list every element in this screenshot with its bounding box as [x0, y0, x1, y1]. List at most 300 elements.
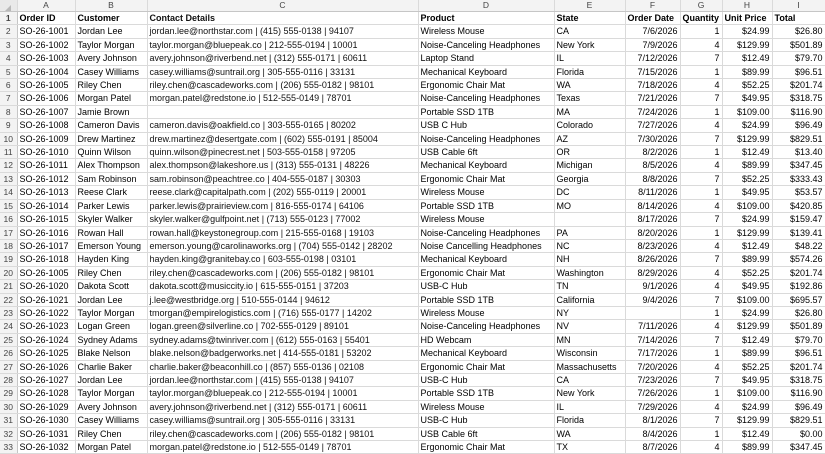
data-cell[interactable]: SO-26-1016: [17, 226, 75, 239]
data-cell[interactable]: 7/26/2026: [625, 387, 680, 400]
data-cell[interactable]: SO-26-1024: [17, 333, 75, 346]
data-cell[interactable]: $109.00: [722, 105, 772, 118]
data-cell[interactable]: SO-26-1017: [17, 239, 75, 252]
row-number[interactable]: 4: [0, 52, 17, 65]
header-cell[interactable]: Total: [772, 12, 825, 25]
data-cell[interactable]: CA: [554, 25, 625, 38]
row-number[interactable]: 5: [0, 65, 17, 78]
data-cell[interactable]: 8/7/2026: [625, 441, 680, 454]
data-cell[interactable]: $829.51: [772, 132, 825, 145]
data-cell[interactable]: TX: [554, 441, 625, 454]
data-cell[interactable]: 1: [680, 427, 722, 440]
data-cell[interactable]: Portable SSD 1TB: [418, 105, 554, 118]
data-cell[interactable]: 7: [680, 293, 722, 306]
data-cell[interactable]: USB-C Hub: [418, 280, 554, 293]
data-cell[interactable]: Reese Clark: [75, 186, 147, 199]
data-cell[interactable]: SO-26-1020: [17, 280, 75, 293]
header-cell[interactable]: Contact Details: [147, 12, 418, 25]
row-number[interactable]: 13: [0, 172, 17, 185]
data-cell[interactable]: Florida: [554, 414, 625, 427]
row-number[interactable]: 31: [0, 414, 17, 427]
data-cell[interactable]: Sydney Adams: [75, 333, 147, 346]
data-cell[interactable]: Sam Robinson: [75, 172, 147, 185]
row-number[interactable]: 16: [0, 213, 17, 226]
data-cell[interactable]: USB Cable 6ft: [418, 146, 554, 159]
data-cell[interactable]: dakota.scott@musiccity.io | 615-555-0151 | 37203: [147, 280, 418, 293]
data-cell[interactable]: skyler.walker@gulfpoint.net | (713) 555-0123 | 77002: [147, 213, 418, 226]
data-cell[interactable]: AZ: [554, 132, 625, 145]
data-cell[interactable]: reese.clark@capitalpath.com | (202) 555-0119 | 20001: [147, 186, 418, 199]
data-cell[interactable]: quinn.wilson@pinecrest.net | 503-555-0158 | 97205: [147, 146, 418, 159]
data-cell[interactable]: $13.40: [772, 146, 825, 159]
data-cell[interactable]: Noise-Canceling Headphones: [418, 38, 554, 51]
data-cell[interactable]: 7/14/2026: [625, 333, 680, 346]
data-cell[interactable]: $96.49: [772, 400, 825, 413]
data-cell[interactable]: $49.95: [722, 92, 772, 105]
data-cell[interactable]: Ergonomic Chair Mat: [418, 266, 554, 279]
data-cell[interactable]: Noise-Canceling Headphones: [418, 132, 554, 145]
row-number[interactable]: 28: [0, 373, 17, 386]
data-cell[interactable]: 4: [680, 38, 722, 51]
data-cell[interactable]: Noise-Canceling Headphones: [418, 226, 554, 239]
data-cell[interactable]: $574.26: [772, 253, 825, 266]
column-header-b[interactable]: B: [75, 0, 147, 12]
data-cell[interactable]: MO: [554, 199, 625, 212]
data-cell[interactable]: $347.45: [772, 441, 825, 454]
data-cell[interactable]: Drew Martinez: [75, 132, 147, 145]
row-number[interactable]: 9: [0, 119, 17, 132]
data-cell[interactable]: Dakota Scott: [75, 280, 147, 293]
data-cell[interactable]: TN: [554, 280, 625, 293]
data-cell[interactable]: 1: [680, 306, 722, 319]
data-cell[interactable]: cameron.davis@oakfield.co | 303-555-0165 | 80202: [147, 119, 418, 132]
data-cell[interactable]: $89.99: [722, 65, 772, 78]
data-cell[interactable]: WA: [554, 427, 625, 440]
data-cell[interactable]: $318.75: [772, 92, 825, 105]
data-cell[interactable]: $52.25: [722, 79, 772, 92]
data-cell[interactable]: $49.95: [722, 280, 772, 293]
data-cell[interactable]: 1: [680, 387, 722, 400]
row-number[interactable]: 14: [0, 186, 17, 199]
data-cell[interactable]: NV: [554, 320, 625, 333]
data-cell[interactable]: Jamie Brown: [75, 105, 147, 118]
data-cell[interactable]: MN: [554, 333, 625, 346]
data-cell[interactable]: Emerson Young: [75, 239, 147, 252]
data-cell[interactable]: $24.99: [722, 306, 772, 319]
row-number[interactable]: 26: [0, 347, 17, 360]
data-cell[interactable]: 8/26/2026: [625, 253, 680, 266]
row-number[interactable]: 25: [0, 333, 17, 346]
data-cell[interactable]: Quinn Wilson: [75, 146, 147, 159]
data-cell[interactable]: 1: [680, 226, 722, 239]
data-cell[interactable]: 7: [680, 373, 722, 386]
row-number[interactable]: 7: [0, 92, 17, 105]
data-cell[interactable]: NY: [554, 306, 625, 319]
data-cell[interactable]: Riley Chen: [75, 266, 147, 279]
row-number[interactable]: 1: [0, 12, 17, 25]
data-cell[interactable]: Wireless Mouse: [418, 25, 554, 38]
data-cell[interactable]: charlie.baker@beaconhill.co | (857) 555-0136 | 02108: [147, 360, 418, 373]
data-cell[interactable]: 7/12/2026: [625, 52, 680, 65]
row-number[interactable]: 12: [0, 159, 17, 172]
data-cell[interactable]: Parker Lewis: [75, 199, 147, 212]
data-cell[interactable]: SO-26-1018: [17, 253, 75, 266]
data-cell[interactable]: jordan.lee@northstar.com | (415) 555-0138 | 94107: [147, 25, 418, 38]
data-cell[interactable]: morgan.patel@redstone.io | 512-555-0149 | 78701: [147, 441, 418, 454]
data-cell[interactable]: USB Cable 6ft: [418, 427, 554, 440]
data-cell[interactable]: SO-26-1005: [17, 79, 75, 92]
row-number[interactable]: 18: [0, 239, 17, 252]
data-cell[interactable]: $159.47: [772, 213, 825, 226]
data-cell[interactable]: 4: [680, 441, 722, 454]
data-cell[interactable]: $89.99: [722, 253, 772, 266]
data-cell[interactable]: DC: [554, 186, 625, 199]
data-cell[interactable]: Mechanical Keyboard: [418, 159, 554, 172]
data-cell[interactable]: Rowan Hall: [75, 226, 147, 239]
data-cell[interactable]: $24.99: [722, 213, 772, 226]
data-cell[interactable]: Mechanical Keyboard: [418, 65, 554, 78]
row-number[interactable]: 19: [0, 253, 17, 266]
header-cell[interactable]: Order ID: [17, 12, 75, 25]
data-cell[interactable]: SO-26-1012: [17, 172, 75, 185]
data-cell[interactable]: 7: [680, 52, 722, 65]
data-cell[interactable]: 4: [680, 199, 722, 212]
data-cell[interactable]: Skyler Walker: [75, 213, 147, 226]
data-cell[interactable]: Alex Thompson: [75, 159, 147, 172]
data-cell[interactable]: rowan.hall@keystonegroup.com | 215-555-0168 | 19103: [147, 226, 418, 239]
data-cell[interactable]: 7/20/2026: [625, 360, 680, 373]
data-cell[interactable]: $829.51: [772, 414, 825, 427]
data-cell[interactable]: Florida: [554, 65, 625, 78]
data-cell[interactable]: Massachusetts: [554, 360, 625, 373]
row-number[interactable]: 17: [0, 226, 17, 239]
data-cell[interactable]: Avery Johnson: [75, 400, 147, 413]
data-cell[interactable]: Logan Green: [75, 320, 147, 333]
data-cell[interactable]: $96.49: [772, 119, 825, 132]
data-cell[interactable]: Ergonomic Chair Mat: [418, 441, 554, 454]
data-cell[interactable]: NC: [554, 239, 625, 252]
data-cell[interactable]: Riley Chen: [75, 427, 147, 440]
data-cell[interactable]: USB C Hub: [418, 119, 554, 132]
data-cell[interactable]: 8/1/2026: [625, 414, 680, 427]
data-cell[interactable]: $129.99: [722, 226, 772, 239]
data-cell[interactable]: casey.williams@suntrail.org | 305-555-0116 | 33131: [147, 414, 418, 427]
data-cell[interactable]: Hayden King: [75, 253, 147, 266]
row-number[interactable]: 20: [0, 266, 17, 279]
data-cell[interactable]: $109.00: [722, 199, 772, 212]
data-cell[interactable]: Portable SSD 1TB: [418, 293, 554, 306]
row-number[interactable]: 32: [0, 427, 17, 440]
column-header-h[interactable]: H: [722, 0, 772, 12]
data-cell[interactable]: Michigan: [554, 159, 625, 172]
data-cell[interactable]: PA: [554, 226, 625, 239]
data-cell[interactable]: 1: [680, 146, 722, 159]
data-cell[interactable]: riley.chen@cascadeworks.com | (206) 555-0182 | 98101: [147, 266, 418, 279]
data-cell[interactable]: $695.57: [772, 293, 825, 306]
data-cell[interactable]: $347.45: [772, 159, 825, 172]
data-cell[interactable]: $26.80: [772, 306, 825, 319]
column-header-g[interactable]: G: [680, 0, 722, 12]
data-cell[interactable]: Mechanical Keyboard: [418, 347, 554, 360]
data-cell[interactable]: $12.49: [722, 52, 772, 65]
data-cell[interactable]: SO-26-1011: [17, 159, 75, 172]
data-cell[interactable]: SO-26-1001: [17, 25, 75, 38]
data-cell[interactable]: Laptop Stand: [418, 52, 554, 65]
data-cell[interactable]: Wireless Mouse: [418, 213, 554, 226]
data-cell[interactable]: morgan.patel@redstone.io | 512-555-0149 | 78701: [147, 92, 418, 105]
column-header-e[interactable]: E: [554, 0, 625, 12]
row-number[interactable]: 33: [0, 441, 17, 454]
data-cell[interactable]: 7: [680, 333, 722, 346]
data-cell[interactable]: 7: [680, 414, 722, 427]
data-cell[interactable]: $501.89: [772, 320, 825, 333]
row-number[interactable]: 30: [0, 400, 17, 413]
data-cell[interactable]: $192.86: [772, 280, 825, 293]
data-cell[interactable]: $318.75: [772, 373, 825, 386]
data-cell[interactable]: hayden.king@granitebay.co | 603-555-0198 | 03101: [147, 253, 418, 266]
data-cell[interactable]: 8/11/2026: [625, 186, 680, 199]
data-cell[interactable]: parker.lewis@prairieview.com | 816-555-0174 | 64106: [147, 199, 418, 212]
data-cell[interactable]: SO-26-1009: [17, 132, 75, 145]
data-cell[interactable]: 7/11/2026: [625, 320, 680, 333]
data-cell[interactable]: Morgan Patel: [75, 92, 147, 105]
data-cell[interactable]: 7: [680, 172, 722, 185]
data-cell[interactable]: $89.99: [722, 159, 772, 172]
data-cell[interactable]: Noise-Canceling Headphones: [418, 320, 554, 333]
data-cell[interactable]: $129.99: [722, 132, 772, 145]
data-cell[interactable]: 1: [680, 25, 722, 38]
data-cell[interactable]: Washington: [554, 266, 625, 279]
data-cell[interactable]: 8/17/2026: [625, 213, 680, 226]
data-cell[interactable]: Wireless Mouse: [418, 306, 554, 319]
data-cell[interactable]: 8/4/2026: [625, 427, 680, 440]
data-cell[interactable]: IL: [554, 400, 625, 413]
data-cell[interactable]: New York: [554, 387, 625, 400]
data-cell[interactable]: Taylor Morgan: [75, 387, 147, 400]
data-cell[interactable]: $96.51: [772, 347, 825, 360]
data-cell[interactable]: Blake Nelson: [75, 347, 147, 360]
data-cell[interactable]: SO-26-1032: [17, 441, 75, 454]
data-cell[interactable]: 7/21/2026: [625, 92, 680, 105]
data-cell[interactable]: SO-26-1026: [17, 360, 75, 373]
data-cell[interactable]: SO-26-1013: [17, 186, 75, 199]
data-cell[interactable]: SO-26-1003: [17, 52, 75, 65]
data-cell[interactable]: $96.51: [772, 65, 825, 78]
data-cell[interactable]: $52.25: [722, 360, 772, 373]
data-cell[interactable]: $52.25: [722, 266, 772, 279]
data-cell[interactable]: SO-26-1021: [17, 293, 75, 306]
data-cell[interactable]: $79.70: [772, 333, 825, 346]
data-cell[interactable]: casey.williams@suntrail.org | 305-555-0116 | 33131: [147, 65, 418, 78]
data-cell[interactable]: $53.57: [772, 186, 825, 199]
data-cell[interactable]: SO-26-1002: [17, 38, 75, 51]
column-header-f[interactable]: F: [625, 0, 680, 12]
data-cell[interactable]: $109.00: [722, 293, 772, 306]
row-number[interactable]: 21: [0, 280, 17, 293]
data-cell[interactable]: blake.nelson@badgerworks.net | 414-555-0181 | 53202: [147, 347, 418, 360]
data-cell[interactable]: $24.99: [722, 400, 772, 413]
data-cell[interactable]: New York: [554, 38, 625, 51]
data-cell[interactable]: 7/18/2026: [625, 79, 680, 92]
data-cell[interactable]: $12.49: [722, 427, 772, 440]
data-cell[interactable]: avery.johnson@riverbend.net | (312) 555-0171 | 60611: [147, 52, 418, 65]
select-all-corner[interactable]: [0, 0, 17, 12]
data-cell[interactable]: sam.robinson@peachtree.co | 404-555-0187 | 30303: [147, 172, 418, 185]
data-cell[interactable]: USB-C Hub: [418, 373, 554, 386]
data-cell[interactable]: 4: [680, 159, 722, 172]
data-cell[interactable]: Noise-Canceling Headphones: [418, 92, 554, 105]
column-header-d[interactable]: D: [418, 0, 554, 12]
data-cell[interactable]: taylor.morgan@bluepeak.co | 212-555-0194 | 10001: [147, 38, 418, 51]
data-cell[interactable]: Riley Chen: [75, 79, 147, 92]
data-cell[interactable]: Texas: [554, 92, 625, 105]
data-cell[interactable]: SO-26-1025: [17, 347, 75, 360]
data-cell[interactable]: IL: [554, 52, 625, 65]
data-cell[interactable]: SO-26-1022: [17, 306, 75, 319]
row-number[interactable]: 11: [0, 146, 17, 159]
data-cell[interactable]: HD Webcam: [418, 333, 554, 346]
data-cell[interactable]: 4: [680, 280, 722, 293]
column-header-c[interactable]: C: [147, 0, 418, 12]
data-cell[interactable]: WA: [554, 79, 625, 92]
row-number[interactable]: 27: [0, 360, 17, 373]
header-cell[interactable]: Unit Price: [722, 12, 772, 25]
data-cell[interactable]: jordan.lee@northstar.com | (415) 555-0138 | 94107: [147, 373, 418, 386]
data-cell[interactable]: avery.johnson@riverbend.net | (312) 555-0171 | 60611: [147, 400, 418, 413]
data-cell[interactable]: $116.90: [772, 105, 825, 118]
data-cell[interactable]: drew.martinez@desertgate.com | (602) 555-0191 | 85004: [147, 132, 418, 145]
row-number[interactable]: 24: [0, 320, 17, 333]
data-cell[interactable]: 1: [680, 347, 722, 360]
data-cell[interactable]: SO-26-1023: [17, 320, 75, 333]
data-cell[interactable]: 7/27/2026: [625, 119, 680, 132]
data-cell[interactable]: $109.00: [722, 387, 772, 400]
data-cell[interactable]: NH: [554, 253, 625, 266]
data-cell[interactable]: taylor.morgan@bluepeak.co | 212-555-0194 | 10001: [147, 387, 418, 400]
data-cell[interactable]: $420.85: [772, 199, 825, 212]
data-cell[interactable]: $129.99: [722, 38, 772, 51]
data-cell[interactable]: Noise Cancelling Headphones: [418, 239, 554, 252]
data-cell[interactable]: [147, 105, 418, 118]
data-cell[interactable]: 8/5/2026: [625, 159, 680, 172]
data-cell[interactable]: SO-26-1015: [17, 213, 75, 226]
data-cell[interactable]: $116.90: [772, 387, 825, 400]
data-cell[interactable]: Morgan Patel: [75, 441, 147, 454]
row-number[interactable]: 22: [0, 293, 17, 306]
data-cell[interactable]: riley.chen@cascadeworks.com | (206) 555-0182 | 98101: [147, 79, 418, 92]
data-cell[interactable]: 8/2/2026: [625, 146, 680, 159]
data-cell[interactable]: SO-26-1027: [17, 373, 75, 386]
header-cell[interactable]: State: [554, 12, 625, 25]
data-cell[interactable]: 1: [680, 186, 722, 199]
data-cell[interactable]: California: [554, 293, 625, 306]
data-cell[interactable]: [625, 306, 680, 319]
data-cell[interactable]: Jordan Lee: [75, 293, 147, 306]
data-cell[interactable]: $201.74: [772, 360, 825, 373]
data-cell[interactable]: Ergonomic Chair Mat: [418, 360, 554, 373]
data-cell[interactable]: Ergonomic Chair Mat: [418, 172, 554, 185]
row-number[interactable]: 29: [0, 387, 17, 400]
data-cell[interactable]: $49.95: [722, 373, 772, 386]
data-cell[interactable]: emerson.young@carolinaworks.org | (704) 555-0142 | 28202: [147, 239, 418, 252]
header-cell[interactable]: Order Date: [625, 12, 680, 25]
row-number[interactable]: 8: [0, 105, 17, 118]
data-cell[interactable]: Ergonomic Chair Mat: [418, 79, 554, 92]
data-cell[interactable]: Wireless Mouse: [418, 186, 554, 199]
data-cell[interactable]: $129.99: [722, 414, 772, 427]
data-cell[interactable]: 8/14/2026: [625, 199, 680, 212]
data-cell[interactable]: SO-26-1014: [17, 199, 75, 212]
row-number[interactable]: 23: [0, 306, 17, 319]
row-number[interactable]: 3: [0, 38, 17, 51]
data-cell[interactable]: Wisconsin: [554, 347, 625, 360]
data-cell[interactable]: Colorado: [554, 119, 625, 132]
data-cell[interactable]: 7: [680, 92, 722, 105]
data-cell[interactable]: 4: [680, 239, 722, 252]
data-cell[interactable]: 7/30/2026: [625, 132, 680, 145]
data-cell[interactable]: 8/23/2026: [625, 239, 680, 252]
row-number[interactable]: 10: [0, 132, 17, 145]
data-cell[interactable]: SO-26-1008: [17, 119, 75, 132]
data-cell[interactable]: $501.89: [772, 38, 825, 51]
data-cell[interactable]: SO-26-1004: [17, 65, 75, 78]
data-cell[interactable]: 4: [680, 360, 722, 373]
data-cell[interactable]: Jordan Lee: [75, 25, 147, 38]
data-cell[interactable]: SO-26-1010: [17, 146, 75, 159]
data-cell[interactable]: Jordan Lee: [75, 373, 147, 386]
header-cell[interactable]: Product: [418, 12, 554, 25]
data-cell[interactable]: SO-26-1005: [17, 266, 75, 279]
data-cell[interactable]: Avery Johnson: [75, 52, 147, 65]
data-cell[interactable]: 9/1/2026: [625, 280, 680, 293]
data-cell[interactable]: 4: [680, 79, 722, 92]
data-cell[interactable]: 4: [680, 400, 722, 413]
data-cell[interactable]: 7/23/2026: [625, 373, 680, 386]
header-cell[interactable]: Customer: [75, 12, 147, 25]
data-cell[interactable]: Wireless Mouse: [418, 400, 554, 413]
data-cell[interactable]: $89.99: [722, 347, 772, 360]
data-cell[interactable]: $201.74: [772, 266, 825, 279]
data-cell[interactable]: SO-26-1006: [17, 92, 75, 105]
data-cell[interactable]: [554, 213, 625, 226]
data-cell[interactable]: 7/24/2026: [625, 105, 680, 118]
data-cell[interactable]: Taylor Morgan: [75, 306, 147, 319]
data-cell[interactable]: $12.49: [722, 333, 772, 346]
data-cell[interactable]: 7: [680, 253, 722, 266]
data-cell[interactable]: 7: [680, 132, 722, 145]
data-cell[interactable]: 7/9/2026: [625, 38, 680, 51]
data-cell[interactable]: sydney.adams@twinriver.com | (612) 555-0163 | 55401: [147, 333, 418, 346]
data-cell[interactable]: j.lee@westbridge.org | 510-555-0144 | 94612: [147, 293, 418, 306]
data-cell[interactable]: OR: [554, 146, 625, 159]
data-cell[interactable]: 4: [680, 320, 722, 333]
data-cell[interactable]: 4: [680, 266, 722, 279]
data-cell[interactable]: $48.22: [772, 239, 825, 252]
data-cell[interactable]: USB-C Hub: [418, 414, 554, 427]
data-cell[interactable]: SO-26-1030: [17, 414, 75, 427]
data-cell[interactable]: riley.chen@cascadeworks.com | (206) 555-0182 | 98101: [147, 427, 418, 440]
data-cell[interactable]: SO-26-1007: [17, 105, 75, 118]
data-cell[interactable]: 7/17/2026: [625, 347, 680, 360]
data-cell[interactable]: $24.99: [722, 25, 772, 38]
data-cell[interactable]: SO-26-1031: [17, 427, 75, 440]
data-cell[interactable]: 9/4/2026: [625, 293, 680, 306]
row-number[interactable]: 2: [0, 25, 17, 38]
data-cell[interactable]: $52.25: [722, 172, 772, 185]
data-cell[interactable]: $12.49: [722, 239, 772, 252]
data-cell[interactable]: 1: [680, 65, 722, 78]
data-cell[interactable]: Portable SSD 1TB: [418, 387, 554, 400]
